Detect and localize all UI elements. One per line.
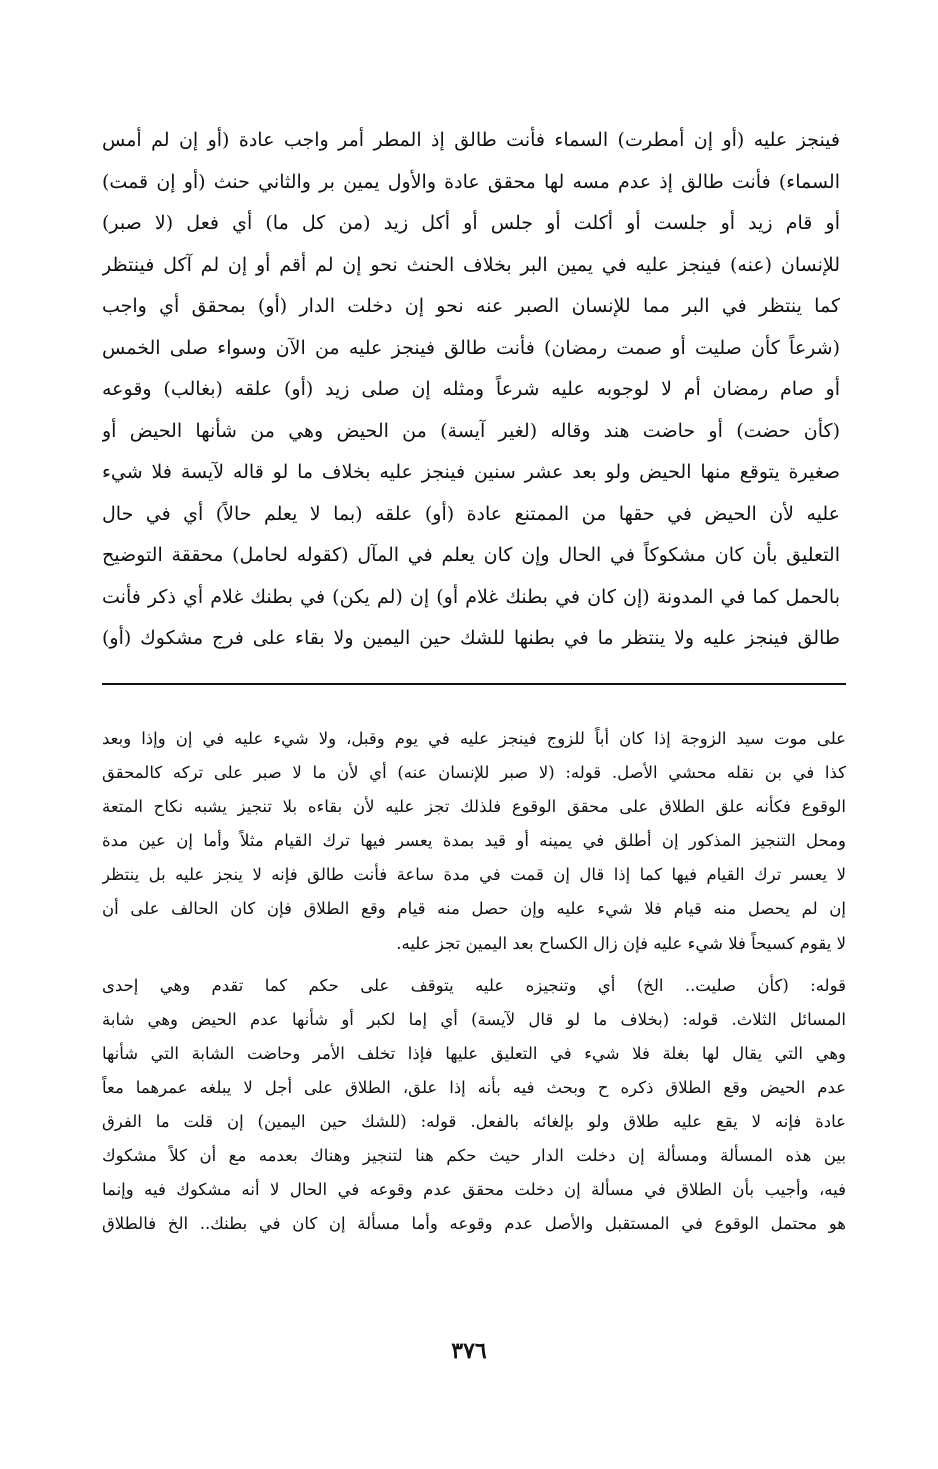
main-text-line: طالق فينجز عليه ولا ينتظر ما في بطنها للشك حين اليمين ولا بقاء على فرج مشكوك (أو) [102,627,840,649]
main-text-line: كما ينتظر في البر مما للإنسان الصبر عنه نحو إن دخلت الدار (أو) بمحقق أي واجب [102,295,840,317]
footnote-line: لا يعسر ترك القيام فيها كما إذا قال إن قمت في مدة ساعة فأنت طالق فإنه لا ينجز عليه بل ينتظر [102,865,846,885]
footnote-line: الوقوع فكأنه علق الطلاق على محقق الوقوع فلذلك تجز عليه لأن بقاءه بلا تنجيز يشبه نكاح المتعة [102,797,846,817]
main-text-line: صغيرة يتوقع منها الحيض ولو بعد عشر سنين فينجز عليه بخلاف ما لو قاله لآيسة فلا شيء [102,461,840,483]
main-text-line: (شرعاً كأن صليت أو صمت رمضان) فأنت طالق فينجز عليه من الآن وسواء صلى الخمس [102,336,840,359]
main-text-line: أو قام زيد أو جلست أو أكلت أو جلس أو أكل زيد (من كل ما) أي فعل (لا صبر) [102,212,840,234]
main-text-line: فينجز عليه (أو إن أمطرت) السماء فأنت طالق إذ المطر أمر واجب عادة (أو إن لم أمس [102,129,840,151]
footnote-line: عدم الحيض وقع الطلاق ذكره ح وبحث فيه بأنه إذا علق، الطلاق على أجل لا يبلغه عمرهما معاً [102,1077,846,1097]
footnote-line: ومحل التنجيز المذكور إن أطلق في يمينه أو قيد بمدة يعسر فيها ترك القيام مثلاً وأما إن عين مدة [102,831,846,851]
footnote-block-2 [102,969,846,1242]
footnote-block-1 [102,722,846,961]
footnote-line: فيه، وأجيب بأن الطلاق في مسألة إن دخلت محقق عدم وقوعه في الحال لا أنه مشكوك فيه وإنما [102,1180,846,1200]
main-text-line: التعليق بأن كان مشكوكاً في الحال وإن كان يعلم في المآل (كقوله لحامل) محققة التوضيح [102,544,840,566]
footnote-line: لا يقوم كسيحاً فلا شيء عليه فإن زال الكساح بعد اليمين تجز عليه. [396,933,846,953]
main-text-line: بالحمل كما في المدونة (إن كان في بطنك غلام أو) إن (لم يكن) في بطنك غلام أي ذكر فأنت [102,585,840,608]
footnote-line: عادة فإنه لا يقع عليه طلاق ولو بإلغائه بالفعل. قوله: (للشك حين اليمين) إن قلت ما الفرق [102,1112,846,1132]
main-text [102,120,840,660]
main-text-line: أو صام رمضان أم لا لوجوبه عليه شرعاً ومثله إن صلى زيد (أو) علقه (بغالب) وقوعه [102,378,840,400]
footnote-line: قوله: (كأن صليت.. الخ) أي وتنجيزه عليه يتوقف على حكم كما تقدم وهي إحدى [102,975,846,995]
page-number: ٣٧٦ [451,1338,487,1364]
footnote-line: المسائل الثلاث. قوله: (بخلاف ما لو قال لآيسة) أي إما لكبر أو شأنها عدم الحيض وهي شابة [102,1009,846,1029]
footnotes [102,722,846,1241]
footnote-line: إن لم يحصل منه قيام فلا شيء عليه وإن حصل منه قيام وقع الطلاق فإن كان الحالف على أن [102,899,846,919]
footnote-line: هو محتمل الوقوع في المستقبل والأصل عدم وقوعه وأما مسألة إن كان في بطنك.. الخ فالطلاق [102,1214,846,1234]
main-text-line: (كأن حضت) أو حاضت هند وقاله (لغير آيسة) من الحيض وهي من شأنها الحيض أو [102,419,840,442]
paragraph-gap [102,961,846,969]
footnote-line: وهي التي يقال لها بغلة فلا شيء في التعليق عليها فإذا تخلف الأمر وحاضت الشابة التي شأنها [102,1043,846,1063]
footnote-divider [102,683,846,685]
footnote-line: كذا في بن نقله محشي الأصل. قوله: (لا صبر للإنسان عنه) أي لأن ما لا صبر على تركه كالمحقق [102,763,846,783]
main-text-line: عليه لأن الحيض في حقها من الممتنع عادة (أو) علقه (بما لا يعلم حالاً) أي في حال [102,502,840,525]
footnote-line: بين هذه المسألة ومسألة إن دخلت الدار حيث حكم هنا لتنجيز وهناك بعدمه مع أن كلاً مشكوك [102,1146,846,1166]
main-text-line: للإنسان (عنه) فينجز عليه في يمين البر بخلاف الحنث نحو إن لم أقم أو إن لم آكل فينتظر [102,253,840,276]
main-text-line: السماء) فأنت طالق إذ عدم مسه لها محقق عادة والأول يمين بر والثاني حنث (أو إن قمت) [102,170,840,193]
footnote-line: على موت سيد الزوجة إذا كان أباً للزوج فينجز عليه في يوم وقبل، ولا شيء عليه في إن وإذا وبعد [102,729,846,748]
